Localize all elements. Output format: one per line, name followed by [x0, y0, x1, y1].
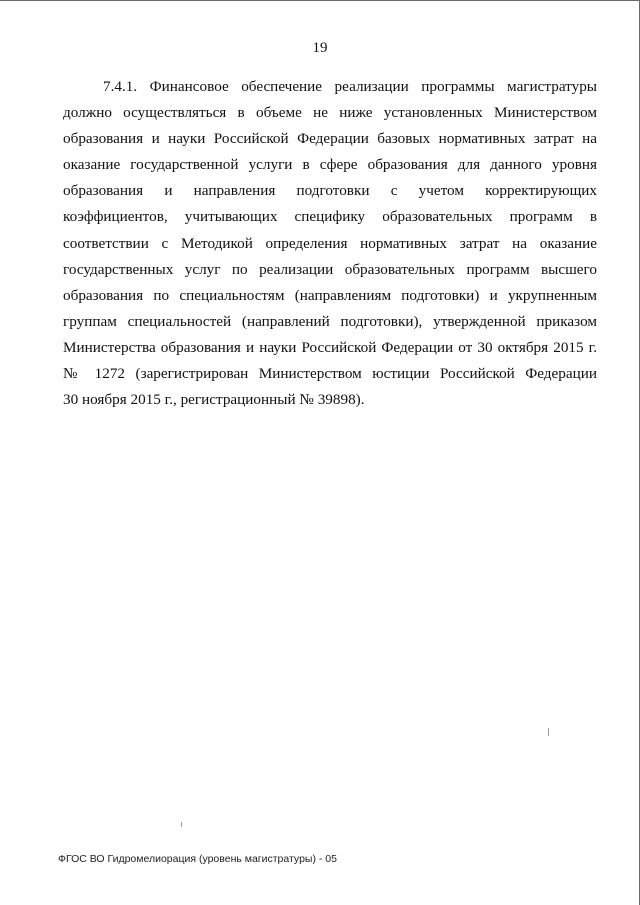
paragraph-line: образования и направления подготовки с учетом корректирующих: [63, 182, 597, 200]
paragraph-7-4-1: [63, 74, 597, 413]
scan-speck: [181, 822, 182, 827]
paragraph-line: 30 ноября 2015 г., регистрационный № 39898).: [63, 391, 365, 409]
paragraph-line: 7.4.1. Финансовое обеспечение реализации программы магистратуры: [103, 78, 597, 95]
paragraph-line: группам специальностей (направлений подготовки), утвержденной приказом: [63, 312, 597, 330]
paragraph-line: соответствии с Методикой определения нормативных затрат на оказание: [63, 234, 597, 252]
footer-note: ФГОС ВО Гидромелиорация (уровень магистратуры) - 05: [58, 853, 337, 865]
page-number: 19: [312, 40, 328, 56]
paragraph-line: Министерства образования и науки Российской Федерации от 30 октября 2015 г.: [63, 338, 597, 356]
paragraph-line: образования и науки Российской Федерации базовых нормативных затрат на: [63, 130, 597, 148]
paragraph-line: коэффициентов, учитывающих специфику образовательных программ в: [63, 208, 597, 226]
page-top-edge: [0, 0, 640, 1]
paragraph-line: оказание государственной услуги в сфере образования для данного уровня: [63, 156, 597, 174]
scan-speck: [548, 728, 549, 736]
paragraph-line: № 1272 (зарегистрирован Министерством юстиции Российской Федерации: [63, 365, 597, 383]
paragraph-line: должно осуществляться в объеме не ниже установленных Министерством: [63, 104, 597, 122]
paragraph-line: образования по специальностям (направлениям подготовки) и укрупненным: [63, 286, 597, 304]
paragraph-line: государственных услуг по реализации образовательных программ высшего: [63, 260, 597, 278]
